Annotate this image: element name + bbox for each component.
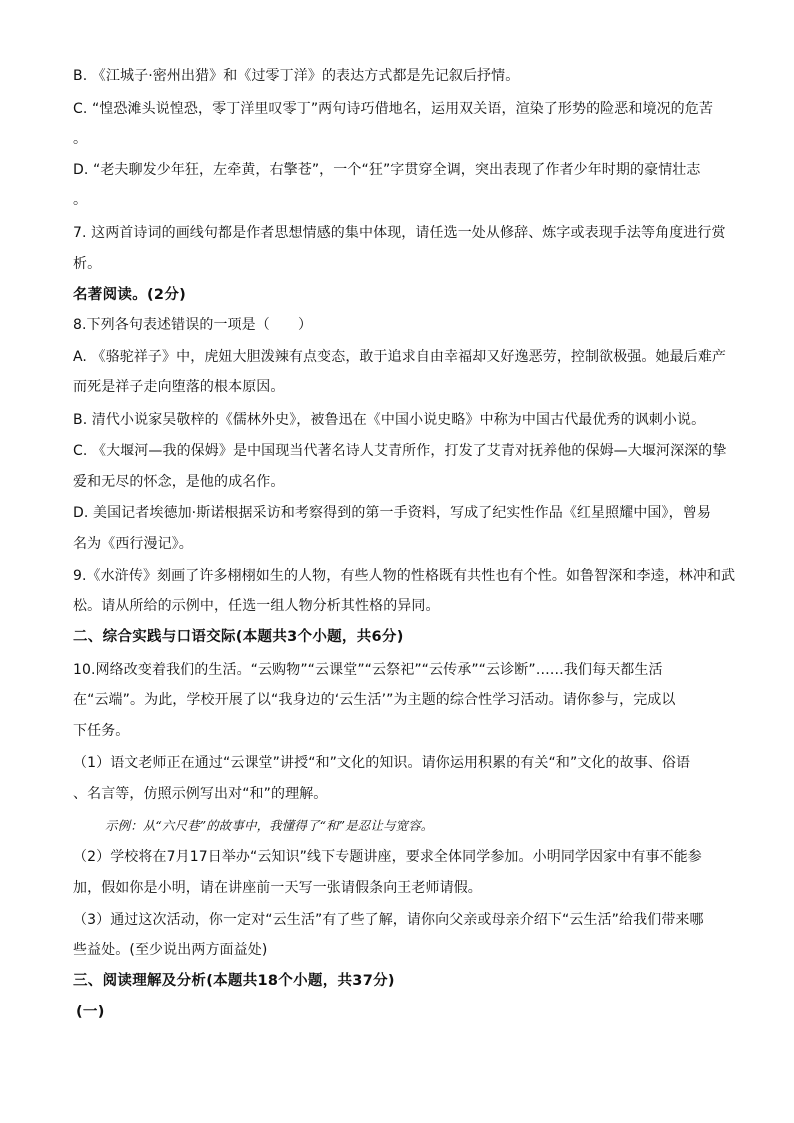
question-10-line-1: 10.网络改变着我们的生活。“云购物”“云课堂”“云祭祀”“云传承”“云诊断”……我们每天都生活 xyxy=(73,662,663,678)
subtask-3-line-1: （3）通过这次活动，你一定对“云生活”有了些了解，请你向父亲或母亲介绍下“云生活”给我们带来哪 xyxy=(73,912,704,928)
option-d-line-end: 。 xyxy=(73,192,88,208)
subtask-3-line-2: 些益处。(至少说出两方面益处) xyxy=(73,942,268,958)
section-two-heading: 二、综合实践与口语交际(本题共3个小题，共6分) xyxy=(73,629,404,645)
option-c-line-end: 。 xyxy=(73,131,88,147)
question-9-line-1: 9.《水浒传》刻画了许多栩栩如生的人物，有些人物的性格既有共性也有个性。如鲁智深和李逵，林冲和武 xyxy=(73,568,736,584)
subtask-1-line-2: 、名言等，仿照示例写出对“和”的理解。 xyxy=(73,786,328,802)
question-7-line-2: 析。 xyxy=(73,256,102,272)
option-c-line: C. “惶恐滩头说惶恐，零丁洋里叹零丁”两句诗巧借地名，运用双关语，渲染了形势的险恶和境况的危苦 xyxy=(73,101,713,117)
q8-option-c-line-2: 爱和无尽的怀念，是他的成名作。 xyxy=(73,474,285,490)
subtask-2-line-1: （2）学校将在7月17日举办“云知识”线下专题讲座，要求全体同学参加。小明同学因家中有事不能参 xyxy=(73,849,702,865)
q8-option-a-line-1: A. 《骆驼祥子》中，虎妞大胆泼辣有点变态，敢于追求自由幸福却又好逸恶劳，控制欲极强。她最后难产 xyxy=(73,349,727,365)
question-10-line-2: 在“云端”。为此，学校开展了以“我身边的‘云生活’”为主题的综合性学习活动。请你参与，完成以 xyxy=(73,692,676,708)
option-d-line: D. “老夫聊发少年狂，左牵黄，右擎苍”，一个“狂”字贯穿全调，突出表现了作者少年时期的豪情壮志 xyxy=(73,162,701,178)
q8-option-d-line-1: D. 美国记者埃德加·斯诺根据采访和考察得到的第一手资料，写成了纪实性作品《红星照耀中国》，曾易 xyxy=(73,505,711,521)
q8-option-d-line-2: 名为《西行漫记》。 xyxy=(73,536,193,552)
subtask-1-example: 示例：从“六尺巷”的故事中，我懂得了“和”是忍让与宽容。 xyxy=(105,818,434,833)
question-9-line-2: 松。请从所给的示例中，任选一组人物分析其性格的异同。 xyxy=(73,598,440,614)
question-7-line-1: 7. 这两首诗词的画线句都是作者思想情感的集中体现，请任选一处从修辞、炼字或表现手法等角度进行赏 xyxy=(73,225,726,241)
section-classics-heading: 名著阅读。(2分) xyxy=(73,287,187,303)
q8-option-b: B. 清代小说家吴敬梓的《儒林外史》，被鲁迅在《中国小说史略》中称为中国古代最优秀的讽刺小说。 xyxy=(73,412,706,428)
question-8-stem: 8.下列各句表述错误的一项是（ ） xyxy=(73,317,313,333)
q8-option-c-line-1: C. 《大堰河—我的保姆》是中国现当代著名诗人艾青所作，打发了艾青对抚养他的保姆—大堰河深深的挚 xyxy=(73,443,727,459)
question-10-line-3: 下任务。 xyxy=(73,723,130,739)
subtask-1-line-1: （1）语文老师正在通过“云课堂”讲授“和”文化的知识。请你运用积累的有关“和”文化的故事、俗语 xyxy=(73,755,691,771)
q8-option-a-line-2: 而死是祥子走向堕落的根本原因。 xyxy=(73,379,285,395)
option-b-line: B. 《江城子·密州出猎》和《过零丁洋》的表达方式都是先记叙后抒情。 xyxy=(73,68,520,84)
part-one-marker: (一) xyxy=(76,1004,105,1020)
subtask-2-line-2: 加，假如你是小明，请在讲座前一天写一张请假条向王老师请假。 xyxy=(73,880,482,896)
section-three-heading: 三、阅读理解及分析(本题共18个小题，共37分) xyxy=(73,973,395,989)
